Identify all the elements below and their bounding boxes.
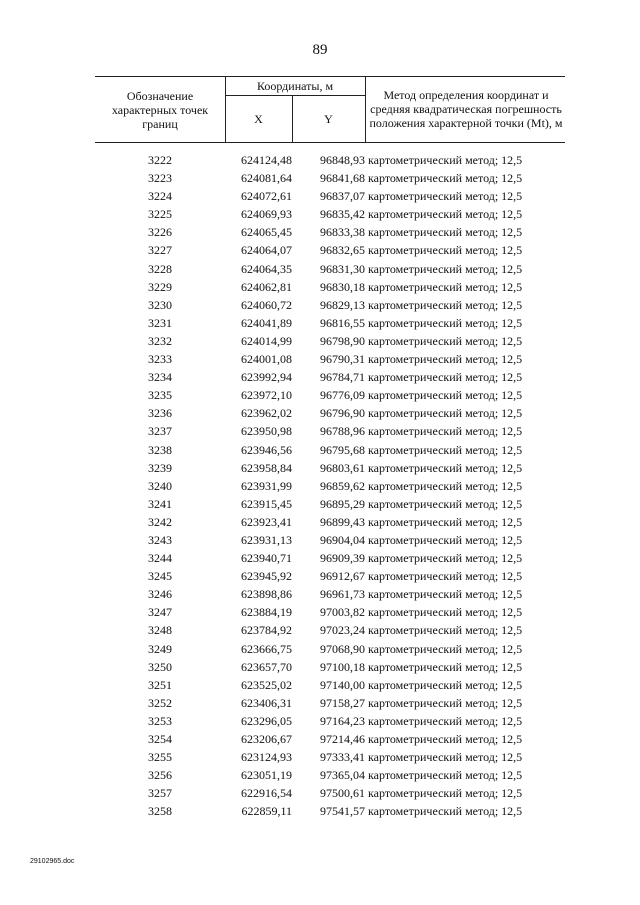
table-header [95, 76, 565, 143]
table-row [95, 748, 565, 766]
coord-y: 96795,68 [320, 442, 365, 457]
table-row [95, 640, 565, 658]
table-row [95, 676, 565, 694]
coord-y: 97365,04 [320, 768, 365, 783]
point-id: 3242 [148, 514, 172, 529]
coord-x: 623051,19 [241, 768, 292, 783]
coord-y: 96899,43 [320, 514, 365, 529]
coord-x: 623923,41 [241, 514, 292, 529]
table-row [95, 621, 565, 639]
table-row [95, 260, 565, 278]
point-id: 3257 [148, 786, 172, 801]
table-row [95, 350, 565, 368]
coord-x: 623946,56 [241, 442, 292, 457]
header-point-designation: Обозначение характерных точек границ [111, 89, 209, 131]
coord-y: 96790,31 [320, 352, 365, 367]
coord-x: 623972,10 [241, 388, 292, 403]
coord-y: 96833,38 [320, 225, 365, 240]
coord-y: 97500,61 [320, 786, 365, 801]
method-text: картометрический метод; 12,5 [368, 677, 523, 692]
method-text: картометрический метод; 12,5 [368, 442, 523, 457]
coord-x: 623940,71 [241, 551, 292, 566]
coord-y: 96798,90 [320, 333, 365, 348]
method-text: картометрический метод; 12,5 [368, 297, 523, 312]
point-id: 3252 [148, 695, 172, 710]
point-id: 3223 [148, 171, 172, 186]
table-body [95, 151, 565, 820]
table-row [95, 531, 565, 549]
table-row [95, 241, 565, 259]
method-text: картометрический метод; 12,5 [368, 279, 523, 294]
header-x: X [254, 112, 263, 126]
coord-x: 624060,72 [241, 297, 292, 312]
table-row [95, 278, 565, 296]
point-id: 3247 [148, 605, 172, 620]
coord-y: 97023,24 [320, 623, 365, 638]
table-row [95, 603, 565, 621]
coord-x: 624081,64 [241, 171, 292, 186]
method-text: картометрический метод; 12,5 [368, 605, 523, 620]
method-text: картометрический метод; 12,5 [368, 370, 523, 385]
coord-y: 96837,07 [320, 189, 365, 204]
point-id: 3231 [148, 315, 172, 330]
coord-y: 96776,09 [320, 388, 365, 403]
method-text: картометрический метод; 12,5 [368, 333, 523, 348]
coord-y: 97541,57 [320, 804, 365, 819]
coord-x: 622859,11 [241, 804, 292, 819]
coord-x: 623525,02 [241, 677, 292, 692]
coord-x: 624072,61 [241, 189, 292, 204]
coord-y: 96912,67 [320, 569, 365, 584]
coord-x: 623962,02 [241, 406, 292, 421]
coord-y: 97140,00 [320, 677, 365, 692]
coord-y: 96848,93 [320, 153, 365, 167]
method-text: картометрический метод; 12,5 [368, 641, 523, 656]
table-row [95, 296, 565, 314]
method-text: картометрический метод; 12,5 [368, 171, 523, 186]
table-row [95, 459, 565, 477]
method-text: картометрический метод; 12,5 [368, 243, 523, 258]
coord-x: 623958,84 [241, 460, 292, 475]
method-text: картометрический метод; 12,5 [368, 460, 523, 475]
method-text: картометрический метод; 12,5 [368, 659, 523, 674]
header-y: Y [324, 112, 333, 126]
coord-y: 96904,04 [320, 532, 365, 547]
point-id: 3237 [148, 424, 172, 439]
method-text: картометрический метод; 12,5 [368, 406, 523, 421]
point-id: 3245 [148, 569, 172, 584]
table-row [95, 169, 565, 187]
coord-y: 96859,62 [320, 478, 365, 493]
coord-x: 624064,07 [241, 243, 292, 258]
method-text: картометрический метод; 12,5 [368, 424, 523, 439]
table-row [95, 567, 565, 585]
point-id: 3226 [148, 225, 172, 240]
header-method: Метод определения координат и средняя квадратическая погрешность положения характерной точки (Mt), м [369, 88, 563, 130]
method-text: картометрический метод; 12,5 [368, 514, 523, 529]
header-col-divider-3 [365, 76, 366, 143]
table-row [95, 332, 565, 350]
method-text: картометрический метод; 12,5 [368, 388, 523, 403]
coord-x: 623406,31 [241, 695, 292, 710]
table-row [95, 766, 565, 784]
point-id: 3248 [148, 623, 172, 638]
table-row [95, 187, 565, 205]
point-id: 3250 [148, 659, 172, 674]
method-text: картометрический метод; 12,5 [368, 496, 523, 511]
table-row [95, 477, 565, 495]
point-id: 3224 [148, 189, 172, 204]
coord-y: 96961,73 [320, 587, 365, 602]
coord-y: 97100,18 [320, 659, 365, 674]
table-row [95, 712, 565, 730]
table-row [95, 368, 565, 386]
method-text: картометрический метод; 12,5 [368, 207, 523, 222]
point-id: 3239 [148, 460, 172, 475]
point-id: 3228 [148, 261, 172, 276]
coord-y: 96829,13 [320, 297, 365, 312]
point-id: 3243 [148, 532, 172, 547]
coord-y: 96788,96 [320, 424, 365, 439]
coord-y: 96784,71 [320, 370, 365, 385]
coord-x: 623124,93 [241, 750, 292, 765]
coord-y: 96796,90 [320, 406, 365, 421]
coord-y: 96816,55 [320, 315, 365, 330]
table-row [95, 784, 565, 802]
coord-x: 623915,45 [241, 496, 292, 511]
point-id: 3229 [148, 279, 172, 294]
point-id: 3225 [148, 207, 172, 222]
coord-x: 623657,70 [241, 659, 292, 674]
coord-y: 96803,61 [320, 460, 365, 475]
table-row [95, 386, 565, 404]
coord-y: 97164,23 [320, 713, 365, 728]
method-text: картометрический метод; 12,5 [368, 786, 523, 801]
coord-y: 96830,18 [320, 279, 365, 294]
point-id: 3238 [148, 442, 172, 457]
coord-y: 96831,30 [320, 261, 365, 276]
coord-y: 97158,27 [320, 695, 365, 710]
point-id: 3251 [148, 677, 172, 692]
table-row [95, 549, 565, 567]
point-id: 3233 [148, 352, 172, 367]
table-row [95, 223, 565, 241]
coord-y: 97333,41 [320, 750, 365, 765]
coord-y: 96909,39 [320, 551, 365, 566]
method-text: картометрический метод; 12,5 [368, 695, 523, 710]
coord-x: 623945,92 [241, 569, 292, 584]
point-id: 3227 [148, 243, 172, 258]
method-text: картометрический метод; 12,5 [368, 153, 523, 167]
coord-x: 623898,86 [241, 587, 292, 602]
coord-y: 96832,65 [320, 243, 365, 258]
point-id: 3240 [148, 478, 172, 493]
table-row [95, 314, 565, 332]
point-id: 3253 [148, 713, 172, 728]
table-row [95, 151, 565, 169]
method-text: картометрический метод; 12,5 [368, 804, 523, 819]
method-text: картометрический метод; 12,5 [368, 569, 523, 584]
table-row [95, 694, 565, 712]
table-row [95, 404, 565, 422]
method-text: картометрический метод; 12,5 [368, 587, 523, 602]
table-row [95, 585, 565, 603]
footer-filename: 29102965.doc [30, 858, 75, 865]
coord-x: 623931,13 [241, 532, 292, 547]
table-row [95, 441, 565, 459]
point-id: 3258 [148, 804, 172, 819]
point-id: 3236 [148, 406, 172, 421]
coord-x: 624065,45 [241, 225, 292, 240]
point-id: 3235 [148, 388, 172, 403]
point-id: 3255 [148, 750, 172, 765]
table-row [95, 205, 565, 223]
coord-x: 623206,67 [241, 732, 292, 746]
method-text: картометрический метод; 12,5 [368, 732, 523, 746]
method-text: картометрический метод; 12,5 [368, 750, 523, 765]
method-text: картометрический метод; 12,5 [368, 189, 523, 204]
point-id: 3241 [148, 496, 172, 511]
coord-x: 623931,99 [241, 478, 292, 493]
point-id: 3234 [148, 370, 172, 385]
method-text: картометрический метод; 12,5 [368, 315, 523, 330]
method-text: картометрический метод; 12,5 [368, 225, 523, 240]
method-text: картометрический метод; 12,5 [368, 713, 523, 728]
method-text: картометрический метод; 12,5 [368, 261, 523, 276]
table-row [95, 422, 565, 440]
coord-x: 622916,54 [241, 786, 292, 801]
coord-x: 624064,35 [241, 261, 292, 276]
coord-x: 624062,81 [241, 279, 292, 294]
coord-x: 624001,08 [241, 352, 292, 367]
table-row [95, 495, 565, 513]
method-text: картометрический метод; 12,5 [368, 352, 523, 367]
method-text: картометрический метод; 12,5 [368, 551, 523, 566]
method-text: картометрический метод; 12,5 [368, 478, 523, 493]
coord-x: 623296,05 [241, 713, 292, 728]
point-id: 3222 [148, 153, 172, 167]
page-number: 89 [312, 42, 328, 58]
coord-x: 624041,89 [241, 315, 292, 330]
point-id: 3232 [148, 333, 172, 348]
coord-x: 623992,94 [241, 370, 292, 385]
table-row [95, 658, 565, 676]
coord-y: 97068,90 [320, 641, 365, 656]
coord-x: 623884,19 [241, 605, 292, 620]
coord-y: 96835,42 [320, 207, 365, 222]
coord-y: 97003,82 [320, 605, 365, 620]
table-row [95, 730, 565, 748]
point-id: 3230 [148, 297, 172, 312]
method-text: картометрический метод; 12,5 [368, 623, 523, 638]
coord-x: 623950,98 [241, 424, 292, 439]
coord-y: 97214,46 [320, 732, 365, 746]
method-text: картометрический метод; 12,5 [368, 532, 523, 547]
coord-x: 623784,92 [241, 623, 292, 638]
table-row [95, 513, 565, 531]
point-id: 3254 [148, 732, 172, 746]
header-coordinates: Координаты, м [256, 78, 334, 93]
method-text: картометрический метод; 12,5 [368, 768, 523, 783]
point-id: 3256 [148, 768, 172, 783]
coord-y: 96895,29 [320, 496, 365, 511]
coord-x: 624069,93 [241, 207, 292, 222]
table-row [95, 802, 565, 820]
coord-x: 623666,75 [241, 641, 292, 656]
point-id: 3249 [148, 641, 172, 656]
coord-x: 624014,99 [241, 333, 292, 348]
point-id: 3246 [148, 587, 172, 602]
coord-y: 96841,68 [320, 171, 365, 186]
header-bottom-border [95, 142, 565, 143]
point-id: 3244 [148, 551, 172, 566]
coord-x: 624124,48 [241, 153, 292, 167]
